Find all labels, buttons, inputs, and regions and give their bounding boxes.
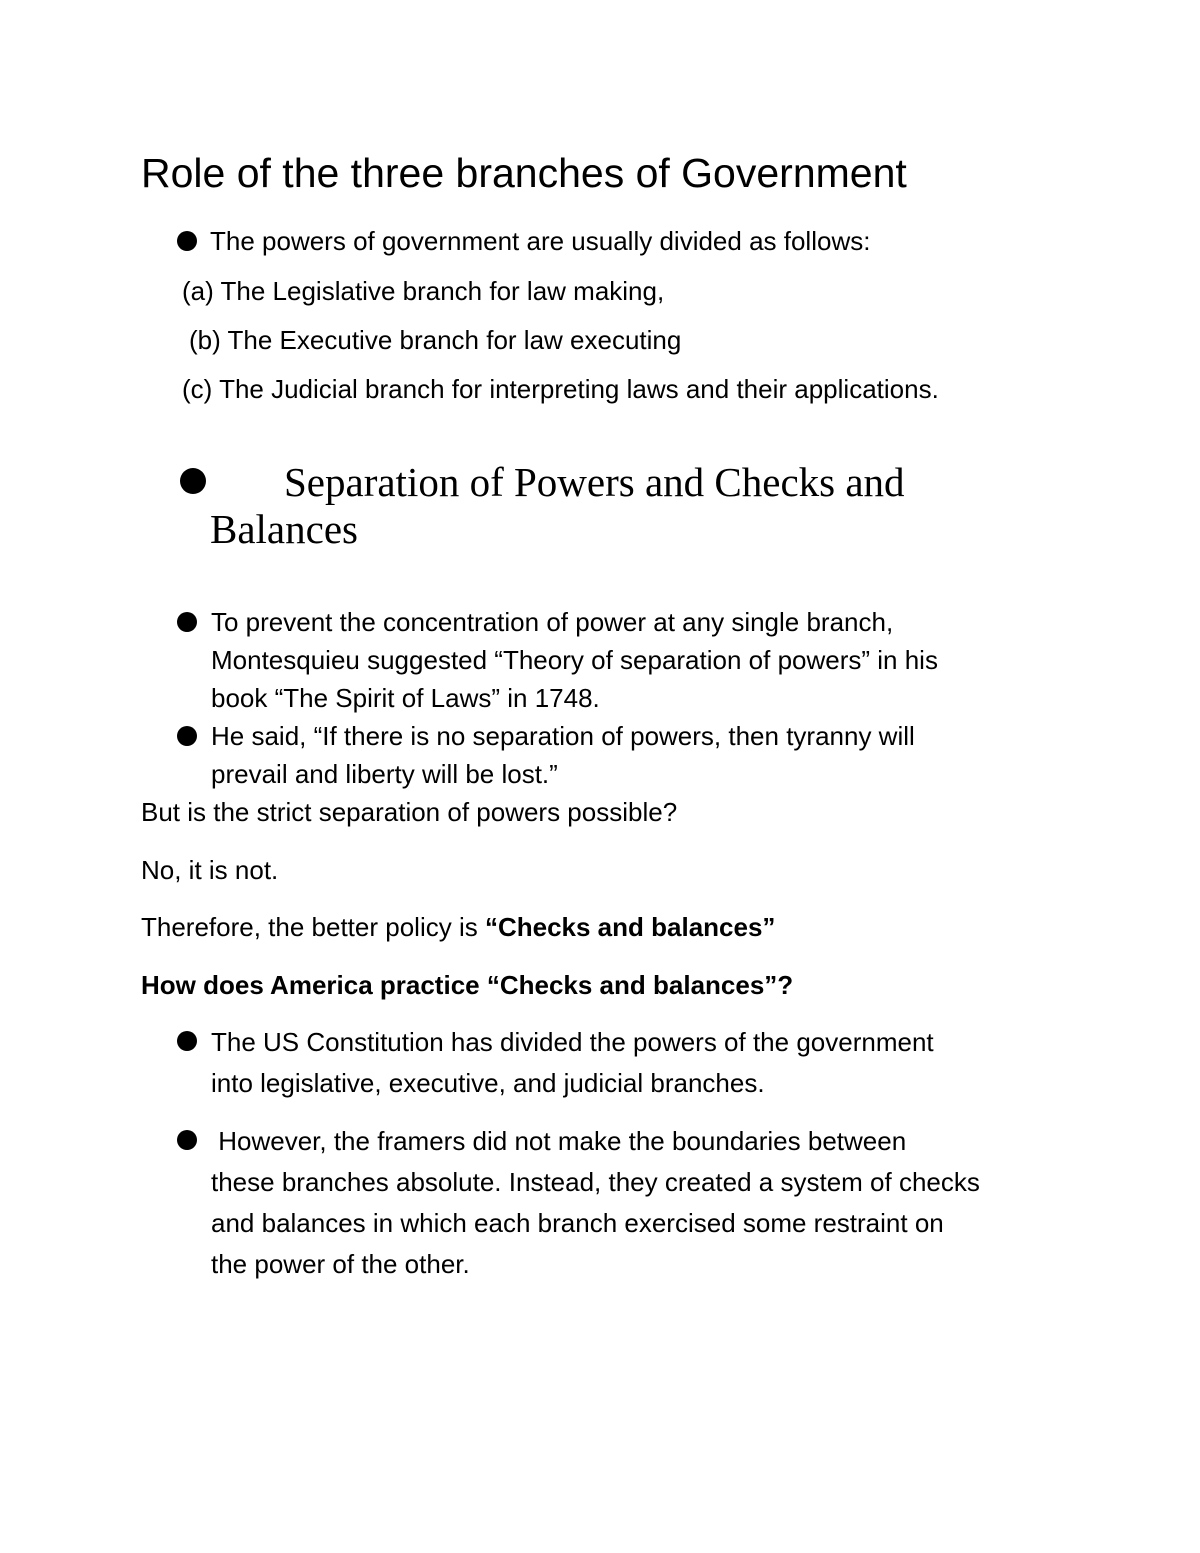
bullet-icon [180, 468, 206, 494]
therefore-emphasis: “Checks and balances” [484, 912, 776, 942]
list-item [211, 603, 938, 717]
bullet-icon [177, 726, 197, 746]
list-item-line: these branches absolute. Instead, they created a system of checks [211, 1167, 980, 1197]
page-title: Role of the three branches of Government [141, 150, 907, 196]
list-item-line: and balances in which each branch exercised some restraint on [211, 1208, 944, 1238]
list-item [211, 717, 915, 793]
list-item-line: Montesquieu suggested “Theory of separation of powers” in his [211, 645, 938, 675]
america-heading: How does America practice “Checks and balances”? [141, 970, 794, 1000]
list-item-line: book “The Spirit of Laws” in 1748. [211, 683, 600, 713]
list-item-line: into legislative, executive, and judicial branches. [211, 1068, 765, 1098]
section-heading-line2: Balances [210, 506, 358, 552]
bullet-icon [177, 1031, 197, 1051]
list-item-line: The US Constitution has divided the powers of the government [211, 1027, 934, 1057]
intro-bullet-text: The powers of government are usually divided as follows: [210, 226, 871, 256]
answer-text: No, it is not. [141, 855, 279, 885]
list-item-line: However, the framers did not make the boundaries between [211, 1126, 907, 1156]
list-item [211, 1121, 980, 1285]
intro-item-legislative: (a) The Legislative branch for law making, [182, 276, 665, 306]
list-item-line: the power of the other. [211, 1249, 470, 1279]
list-item-line: prevail and liberty will be lost.” [211, 759, 558, 789]
therefore-prefix: Therefore, the better policy is [141, 912, 485, 942]
intro-item-executive: (b) The Executive branch for law executing [189, 325, 682, 355]
section-heading-line1: Separation of Powers and Checks and [284, 459, 905, 505]
question-text: But is the strict separation of powers possible? [141, 797, 678, 827]
bullet-icon [177, 612, 197, 632]
list-item [211, 1022, 934, 1104]
bullet-icon [177, 231, 197, 251]
list-item-line: He said, “If there is no separation of powers, then tyranny will [211, 721, 915, 751]
intro-item-judicial: (c) The Judicial branch for interpreting laws and their applications. [182, 374, 939, 404]
list-item-line: To prevent the concentration of power at any single branch, [211, 607, 894, 637]
therefore-text [141, 908, 775, 946]
bullet-icon [177, 1130, 197, 1150]
